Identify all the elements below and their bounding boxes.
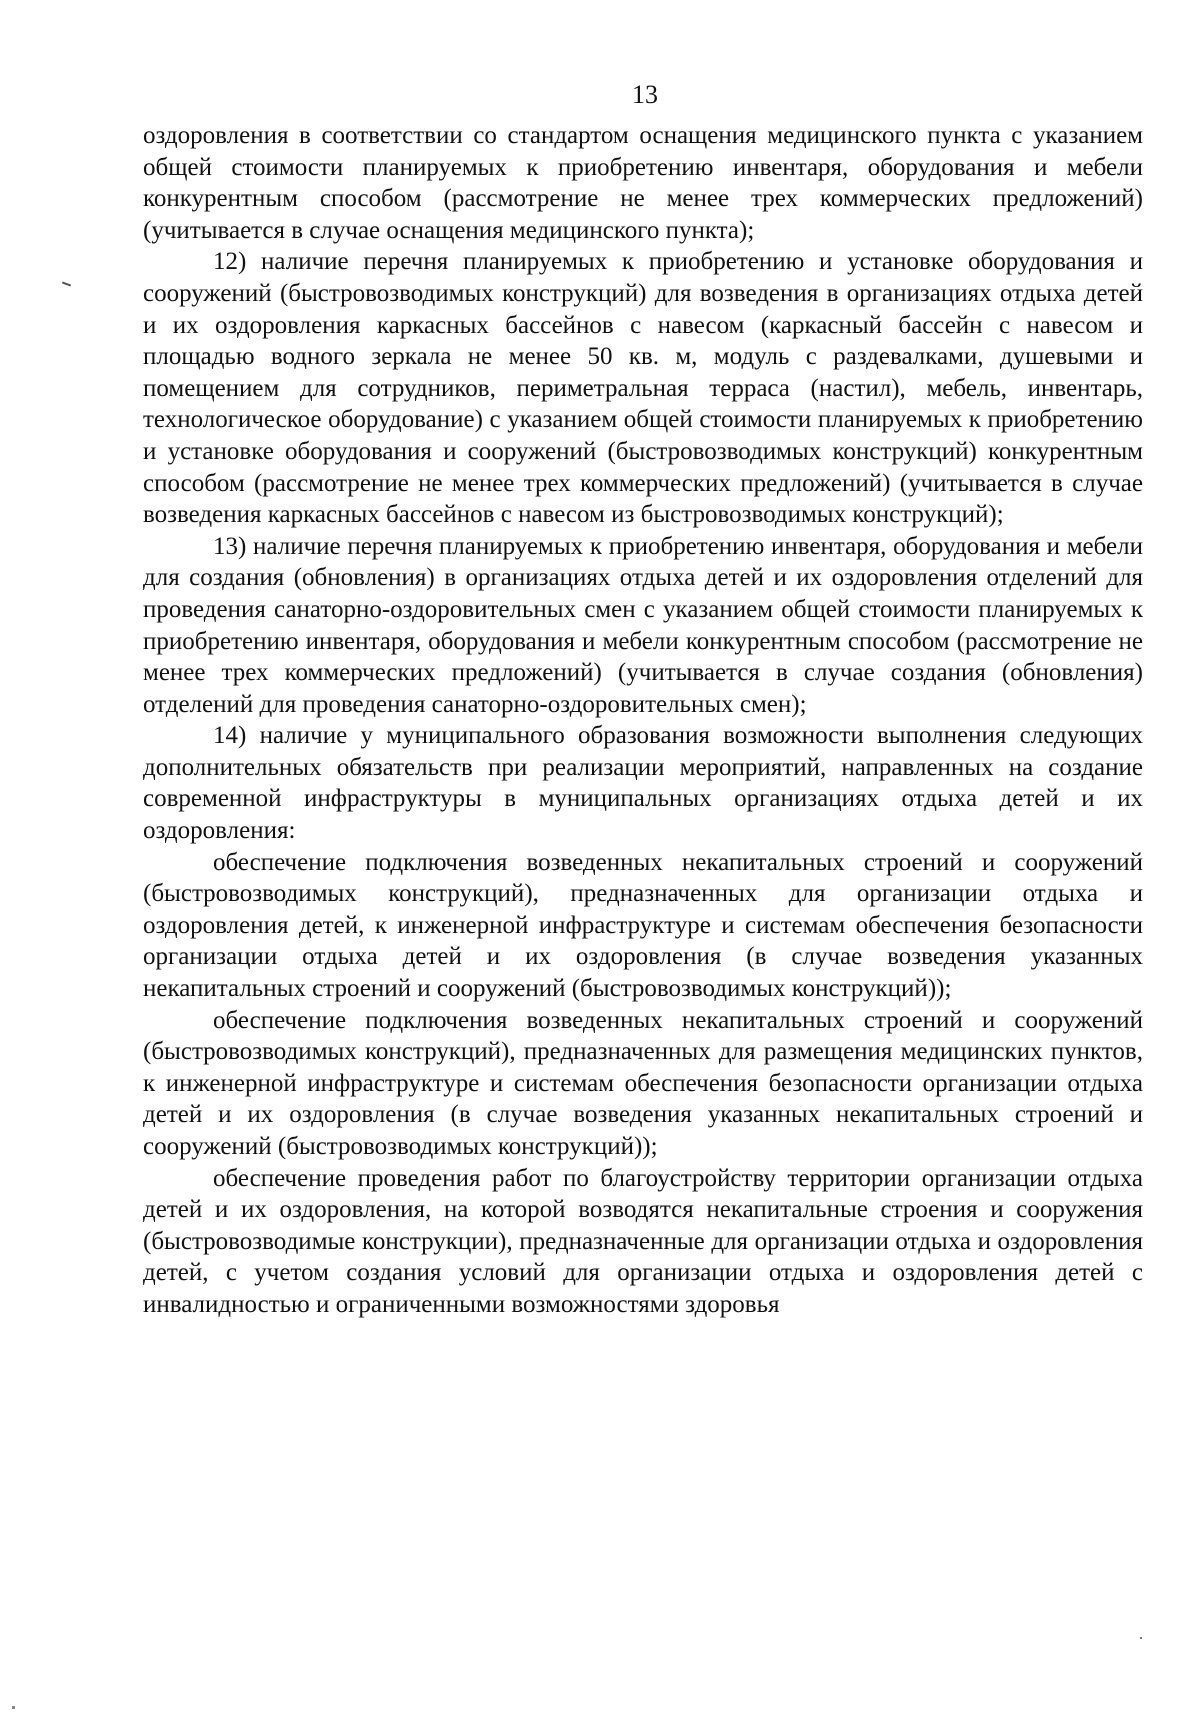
paragraph-item-12: 12) наличие перечня планируемых к приобретению и установке оборудования и сооружений (быстровозводимых конструкций) для возведения в организациях отдыха детей и их оздоровления каркасных бассейнов с навесом (каркасный бассейн с навесом и площадью водного зеркала не менее 50 кв. м, модуль с раздевалками, душевыми и помещением для сотрудников, периметральная терраса (настил), мебель, инвентарь, технологическое оборудование) с указанием общей стоимости планируемых к приобретению и установке оборудования и сооружений (быстровозводимых конструкций) конкурентным способом (рассмотрение не менее трех коммерческих предложений) (учитывается в случае возведения каркасных бассейнов с навесом из быстровозводимых конструкций); [143, 248, 1143, 529]
paragraph-obligation-1: обеспечение подключения возведенных некапитальных строений и сооружений (быстровозводимых конструкций), предназначенных для организации отдыха и оздоровления детей, к инженерной инфраструктуре и системам обеспечения безопасности организации отдыха детей и их оздоровления (в случае возведения указанных некапитальных строений и сооружений (быстровозводимых конструкций)); [143, 848, 1143, 1003]
page-number: 13 [632, 80, 658, 109]
paragraph-item-14: 14) наличие у муниципального образования возможности выполнения следующих дополнительных обязательств при реализации мероприятий, направленных на создание современной инфраструктуры в муниципальных организациях отдыха детей и их оздоровления: [143, 722, 1143, 845]
scan-artifact [1140, 1637, 1142, 1639]
paragraph-obligation-3: обеспечение проведения работ по благоустройству территории организации отдыха детей и их оздоровления, на которой возводятся некапитальные строения и сооружения (быстровозводимые конструкции), предназначенные для организации отдыха и оздоровления детей, с учетом создания условий для организации отдыха и оздоровления детей с инвалидностью и ограниченными возможностями здоровья [143, 1164, 1143, 1318]
paragraph-continuation: оздоровления в соответствии со стандартом оснащения медицинского пункта с указанием общей стоимости планируемых к приобретению инвентаря, оборудования и мебели конкурентным способом (рассмотрение не менее трех коммерческих предложений) (учитывается в случае оснащения медицинского пункта); [143, 122, 1143, 244]
scan-artifact [12, 1706, 15, 1709]
paragraph-obligation-2: обеспечение подключения возведенных некапитальных строений и сооружений (быстровозводимых конструкций), предназначенных для размещения медицинских пунктов, к инженерной инфраструктуре и системам обеспечения безопасности организации отдыха детей и их оздоровления (в случае возведения указанных некапитальных строений и сооружений (быстровозводимых конструкций)); [143, 1006, 1143, 1160]
paragraph-item-13: 13) наличие перечня планируемых к приобретению инвентаря, оборудования и мебели для создания (обновления) в организациях отдыха детей и их оздоровления отделений для проведения санаторно-оздоровительных смен с указанием общей стоимости планируемых к приобретению инвентаря, оборудования и мебели конкурентным способом (рассмотрение не менее трех коммерческих предложений) (учитывается в случае создания (обновления) отделений для проведения санаторно-оздоровительных смен); [143, 532, 1143, 718]
scan-artifact [62, 282, 71, 287]
document-body [143, 120, 1143, 1321]
